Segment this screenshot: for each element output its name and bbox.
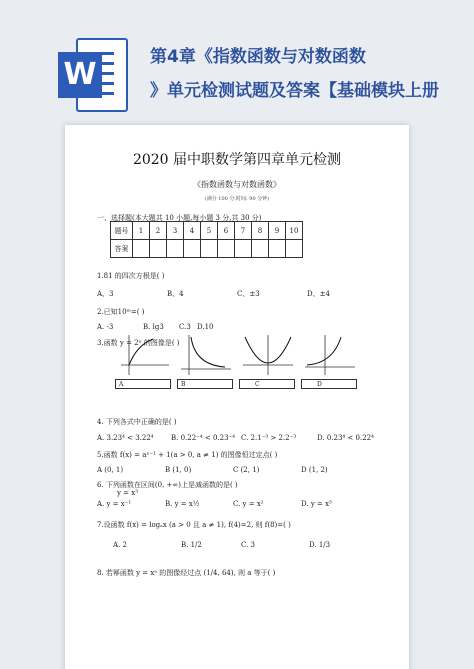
document-page <box>65 125 409 669</box>
question-1: 1.81 的四次方根是( ) <box>97 272 165 280</box>
q4-option-a: A. 3.23⁴ < 3.22⁴ <box>97 434 154 442</box>
answer-cell <box>269 240 286 258</box>
answer-cell <box>235 240 252 258</box>
graph-label-b: B <box>181 381 186 388</box>
q4-option-b: B. 0.22⁻⁴ < 0.23⁻⁴ <box>171 434 236 442</box>
table-cell: 2 <box>150 222 167 240</box>
q6-option-a: A. y = x⁻¹ <box>97 500 132 508</box>
table-cell: 1 <box>133 222 150 240</box>
exam-note: (满分 100 分,时间: 90 分钟) <box>204 196 270 202</box>
q4-option-d: D. 0.23⁴ < 0.22⁴ <box>317 434 374 442</box>
section-heading: 一、选择题(本大题共 10 小题,每小题 3 分,共 30 分) <box>97 214 262 222</box>
banner-title-line-1: 第4章《指数函数与对数函数 <box>150 47 366 67</box>
graph-label-a: A <box>119 381 124 388</box>
graph-b <box>179 333 233 377</box>
q1-option-c: C、±3 <box>237 290 260 298</box>
graph-label-c: C <box>255 381 260 388</box>
q7-option-d: D. 1/3 <box>309 541 331 549</box>
graph-label-box-d <box>301 379 357 389</box>
graph-c <box>241 333 295 377</box>
q5-option-b: B (1, 0) <box>165 466 192 474</box>
q1-option-a: A、3 <box>97 290 114 298</box>
answer-cell <box>150 240 167 258</box>
answer-cell <box>167 240 184 258</box>
graph-a <box>117 333 171 377</box>
banner-title-line-2: 》单元检测试题及答案【基础模块上册 <box>150 81 439 101</box>
answer-cell <box>252 240 269 258</box>
q1-option-b: B、4 <box>167 290 184 298</box>
q2-option-a: A. -3 <box>97 323 114 331</box>
answer-cell <box>133 240 150 258</box>
table-cell: 3 <box>167 222 184 240</box>
answer-table <box>110 221 303 258</box>
graph-d <box>303 333 357 377</box>
word-document-icon: W <box>58 38 128 112</box>
answer-cell <box>184 240 201 258</box>
question-7: 7.设函数 f(x) = logₐx (a > 0 且 a ≠ 1), f(4)=2, 则 f(8)=( ) <box>97 521 291 529</box>
question-2: 2.已知10ᵐ=( ) <box>97 308 145 316</box>
q7-option-b: B. 1/2 <box>181 541 202 549</box>
graph-label-d: D <box>317 381 322 388</box>
table-header-answer: 答案 <box>111 240 133 258</box>
q2-option-c: C.3 <box>179 323 191 331</box>
q4-option-c: C. 2.1⁻³ > 2.2⁻³ <box>241 434 297 442</box>
q2-option-d: D.10 <box>197 323 214 331</box>
q6-option-c: C. y = x² <box>233 500 264 508</box>
q6-extra: y = x³ <box>117 489 139 497</box>
q5-option-a: A (0, 1) <box>97 466 124 474</box>
question-5: 5.函数 f(x) = aˣ⁻¹ + 1(a > 0, a ≠ 1) 的图像恒过定点( ) <box>97 451 278 459</box>
graph-label-box-c <box>239 379 295 389</box>
q5-option-c: C (2, 1) <box>233 466 260 474</box>
table-cell: 10 <box>286 222 303 240</box>
table-header-number: 题号 <box>111 222 133 240</box>
q5-option-d: D (1, 2) <box>301 466 328 474</box>
q2-option-b: B. lg3 <box>143 323 164 331</box>
q6-option-d: D. y = x³ <box>301 500 332 508</box>
answer-cell <box>201 240 218 258</box>
q1-option-d: D、±4 <box>307 290 330 298</box>
q7-option-c: C. 3 <box>241 541 256 549</box>
page-subtitle: 《指数函数与对数函数》 <box>193 180 281 189</box>
question-6: 6. 下列函数在区间(0, +∞)上是减函数的是( ) <box>97 481 238 489</box>
question-8: 8. 若幂函数 y = xᵃ 的图像经过点 (1/4, 64), 则 a 等于( ) <box>97 569 276 577</box>
table-cell: 4 <box>184 222 201 240</box>
table-cell: 6 <box>218 222 235 240</box>
table-cell: 7 <box>235 222 252 240</box>
question-4: 4. 下列各式中正确的是( ) <box>97 418 177 426</box>
answer-cell <box>218 240 235 258</box>
q6-option-b: B. y = x½ <box>165 500 200 508</box>
q7-option-a: A. 2 <box>113 541 127 549</box>
table-cell: 9 <box>269 222 286 240</box>
table-cell: 5 <box>201 222 218 240</box>
question-3: 3.函数 y = 2ˣ 的图像是( ) <box>97 339 180 347</box>
answer-cell <box>286 240 303 258</box>
graph-label-box-a <box>115 379 171 389</box>
table-cell: 8 <box>252 222 269 240</box>
page-title: 2020 届中职数学第四章单元检测 <box>132 152 342 168</box>
